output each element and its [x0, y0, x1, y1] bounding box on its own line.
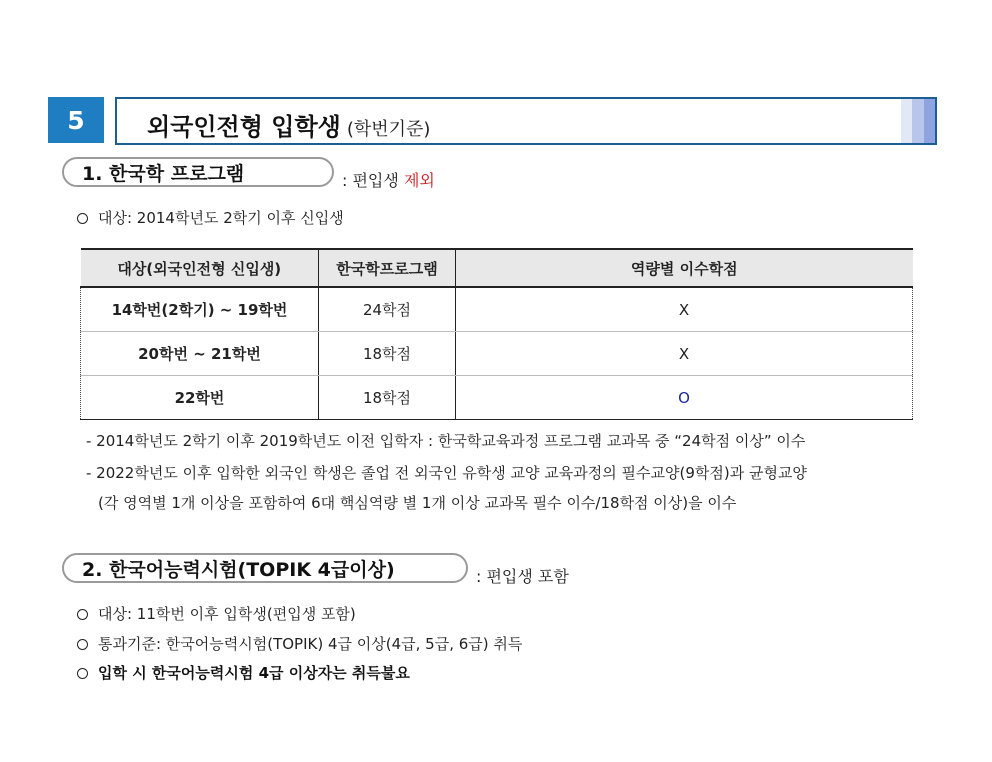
credit-table	[80, 248, 913, 420]
section1-target-line	[77, 207, 344, 228]
circle-bullet-icon	[77, 668, 88, 679]
section2-bullet-text: 통과기준: 한국어능력시험(TOPIK) 4급 이상(4급, 5급, 6급) 취득	[98, 635, 523, 653]
section1-note-line-2: - 2022학년도 이후 입학한 외국인 학생은 졸업 전 외국인 유학생 교양 교육과정의 필수교양(9학점)과 균형교양	[86, 464, 807, 482]
section-title-text: 외국인전형 입학생	[147, 113, 341, 141]
stripe-dark	[924, 99, 935, 143]
table-cell-target: 14학번(2학기) ~ 19학번	[81, 287, 319, 332]
table-row	[81, 332, 913, 376]
table-cell-program: 18학점	[319, 376, 456, 420]
section-number-badge	[48, 97, 104, 143]
section1-note	[342, 168, 435, 191]
circle-bullet-icon	[77, 609, 88, 620]
section2-bullet-3	[77, 662, 410, 683]
section2-note: : 편입생 포함	[476, 567, 569, 586]
section2-bullet-text: 입학 시 한국어능력시험 4급 이상자는 취득불요	[98, 664, 410, 682]
section-number: 5	[67, 105, 85, 135]
table-cell-program: 24학점	[319, 287, 456, 332]
section-title	[147, 107, 430, 142]
circle-bullet-icon	[77, 213, 88, 224]
table-cell-credits: X	[456, 287, 913, 332]
section1-note-line-1: - 2014학년도 2학기 이후 2019학년도 이전 입학자 : 한국학교육과정 프로그램 교과목 중 “24학점 이상” 이수	[86, 432, 806, 450]
section2-bullet-1	[77, 603, 356, 624]
section1-heading: 1. 한국학 프로그램	[82, 162, 245, 185]
table-header-row	[81, 249, 913, 287]
table-cell-program: 18학점	[319, 332, 456, 376]
stripe-mid	[912, 99, 923, 143]
section1-note-prefix: : 편입생	[342, 171, 399, 190]
section1-target: 대상: 2014학년도 2학기 이후 신입생	[98, 209, 344, 227]
section-title-box	[115, 97, 937, 145]
section2-bullet-text: 대상: 11학번 이후 입학생(편입생 포함)	[98, 605, 356, 623]
table-cell-credits: X	[456, 332, 913, 376]
table-cell-credits: O	[456, 376, 913, 420]
stripe-light	[901, 99, 912, 143]
circle-bullet-icon	[77, 639, 88, 650]
section1-note-line-3: (각 영역별 1개 이상을 포함하여 6대 핵심역량 별 1개 이상 교과목 필수 이수/18학점 이상)을 이수	[98, 494, 737, 512]
section1-heading-pill	[62, 157, 334, 187]
table-cell-target: 20학번 ~ 21학번	[81, 332, 319, 376]
section-title-subtitle: (학번기준)	[346, 119, 431, 140]
table-header-credits: 역량별 이수학점	[456, 249, 913, 287]
table-row	[81, 287, 913, 332]
table-cell-target: 22학번	[81, 376, 319, 420]
table-header-target: 대상(외국인전형 신입생)	[81, 249, 319, 287]
table-row	[81, 376, 913, 420]
section2-bullet-2	[77, 633, 522, 654]
table-header-program: 한국학프로그램	[319, 249, 456, 287]
section2-heading-pill	[62, 553, 468, 583]
section1-note-highlight: 제외	[403, 171, 435, 190]
title-decorative-stripes	[901, 99, 935, 143]
section2-heading: 2. 한국어능력시험(TOPIK 4급이상)	[82, 558, 395, 581]
